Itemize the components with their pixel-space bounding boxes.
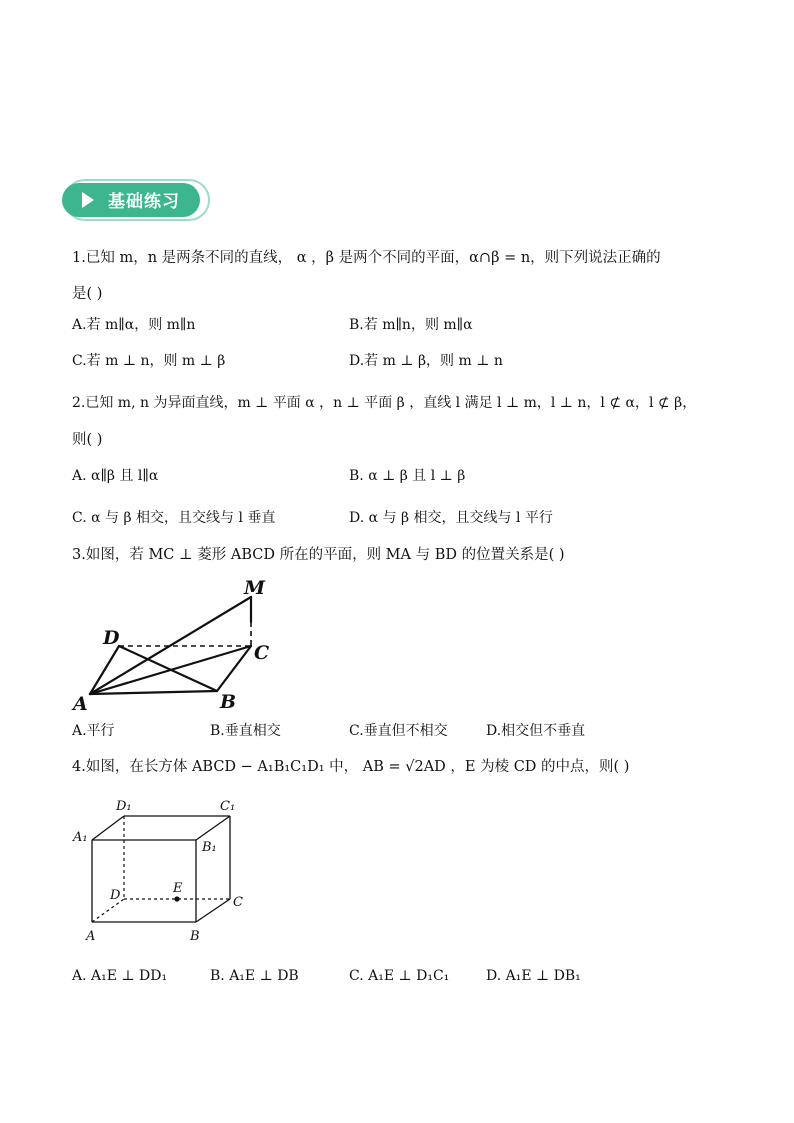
edge-bc [196, 899, 230, 922]
label-m: M [244, 577, 266, 599]
q4-stem: 4.如图，在长方体 ABCD − A₁B₁C₁D₁ 中， AB = √2AD ，E 为棱 CD 的中点，则( ) [72, 759, 630, 775]
q1-stem-line2: 是( ) [72, 286, 103, 302]
edge-bc [217, 646, 251, 691]
q2-stem-line2: 则( ) [72, 432, 103, 448]
q1-option-d: D.若 m ⊥ β，则 m ⊥ n [349, 353, 503, 369]
label-c: C [254, 642, 270, 664]
label-d1: D₁ [116, 799, 132, 814]
q3-option-a: A.平行 [72, 723, 115, 739]
edge-ab [90, 691, 217, 694]
rhombus-figure [70, 572, 300, 714]
label-b: B [220, 691, 237, 713]
q3-option-d: D.相交但不垂直 [486, 723, 586, 739]
q2-option-b: B. α ⊥ β 且 l ⊥ β [349, 468, 466, 484]
q3-stem: 3.如图，若 MC ⊥ 菱形 ABCD 所在的平面，则 MA 与 BD 的位置关系是( ) [72, 547, 565, 563]
q4-option-c: C. A₁E ⊥ D₁C₁ [349, 968, 450, 984]
q1-option-c: C.若 m ⊥ n，则 m ⊥ β [72, 353, 226, 369]
point-e [174, 896, 179, 901]
label-d: D [110, 888, 121, 903]
q2-stem-line1: 2.已知 m, n 为异面直线，m ⊥ 平面 α ，n ⊥ 平面 β ，直线 l 满足 l ⊥ m，l ⊥ n，l ⊄ α，l ⊄ β， [72, 395, 697, 411]
q4-option-a: A. A₁E ⊥ DD₁ [72, 968, 168, 984]
q4-option-d: D. A₁E ⊥ DB₁ [486, 968, 581, 984]
q2-option-d: D. α 与 β 相交，且交线与 l 平行 [349, 510, 553, 526]
q4-option-b: B. A₁E ⊥ DB [210, 968, 299, 984]
q2-option-c: C. α 与 β 相交，且交线与 l 垂直 [72, 510, 276, 526]
label-c: C [233, 895, 243, 910]
label-a: A [73, 693, 88, 714]
q1-stem-line1: 1.已知 m，n 是两条不同的直线， α ，β 是两个不同的平面，α∩β = n，则下列说法正确的 [72, 250, 661, 266]
label-c1: C₁ [220, 799, 236, 814]
edge-b1c1 [196, 816, 230, 840]
edge-a1d1 [92, 816, 124, 840]
label-d: D [103, 627, 120, 649]
label-b1: B₁ [202, 840, 217, 855]
q1-option-b: B.若 m∥n，则 m∥α [349, 317, 473, 333]
cuboid-figure [70, 795, 260, 947]
q3-option-b: B.垂直相交 [210, 723, 281, 739]
label-e: E [173, 881, 183, 896]
label-a1: A₁ [73, 830, 88, 845]
q1-option-a: A.若 m∥α，则 m∥n [72, 317, 196, 333]
label-b: B [190, 929, 200, 944]
q3-option-c: C.垂直但不相交 [349, 723, 448, 739]
label-a: A [86, 929, 96, 944]
q2-option-a: A. α∥β 且 l∥α [72, 468, 159, 484]
play-icon [80, 191, 96, 209]
section-title: 基础练习 [108, 192, 180, 212]
section-badge [62, 178, 212, 222]
